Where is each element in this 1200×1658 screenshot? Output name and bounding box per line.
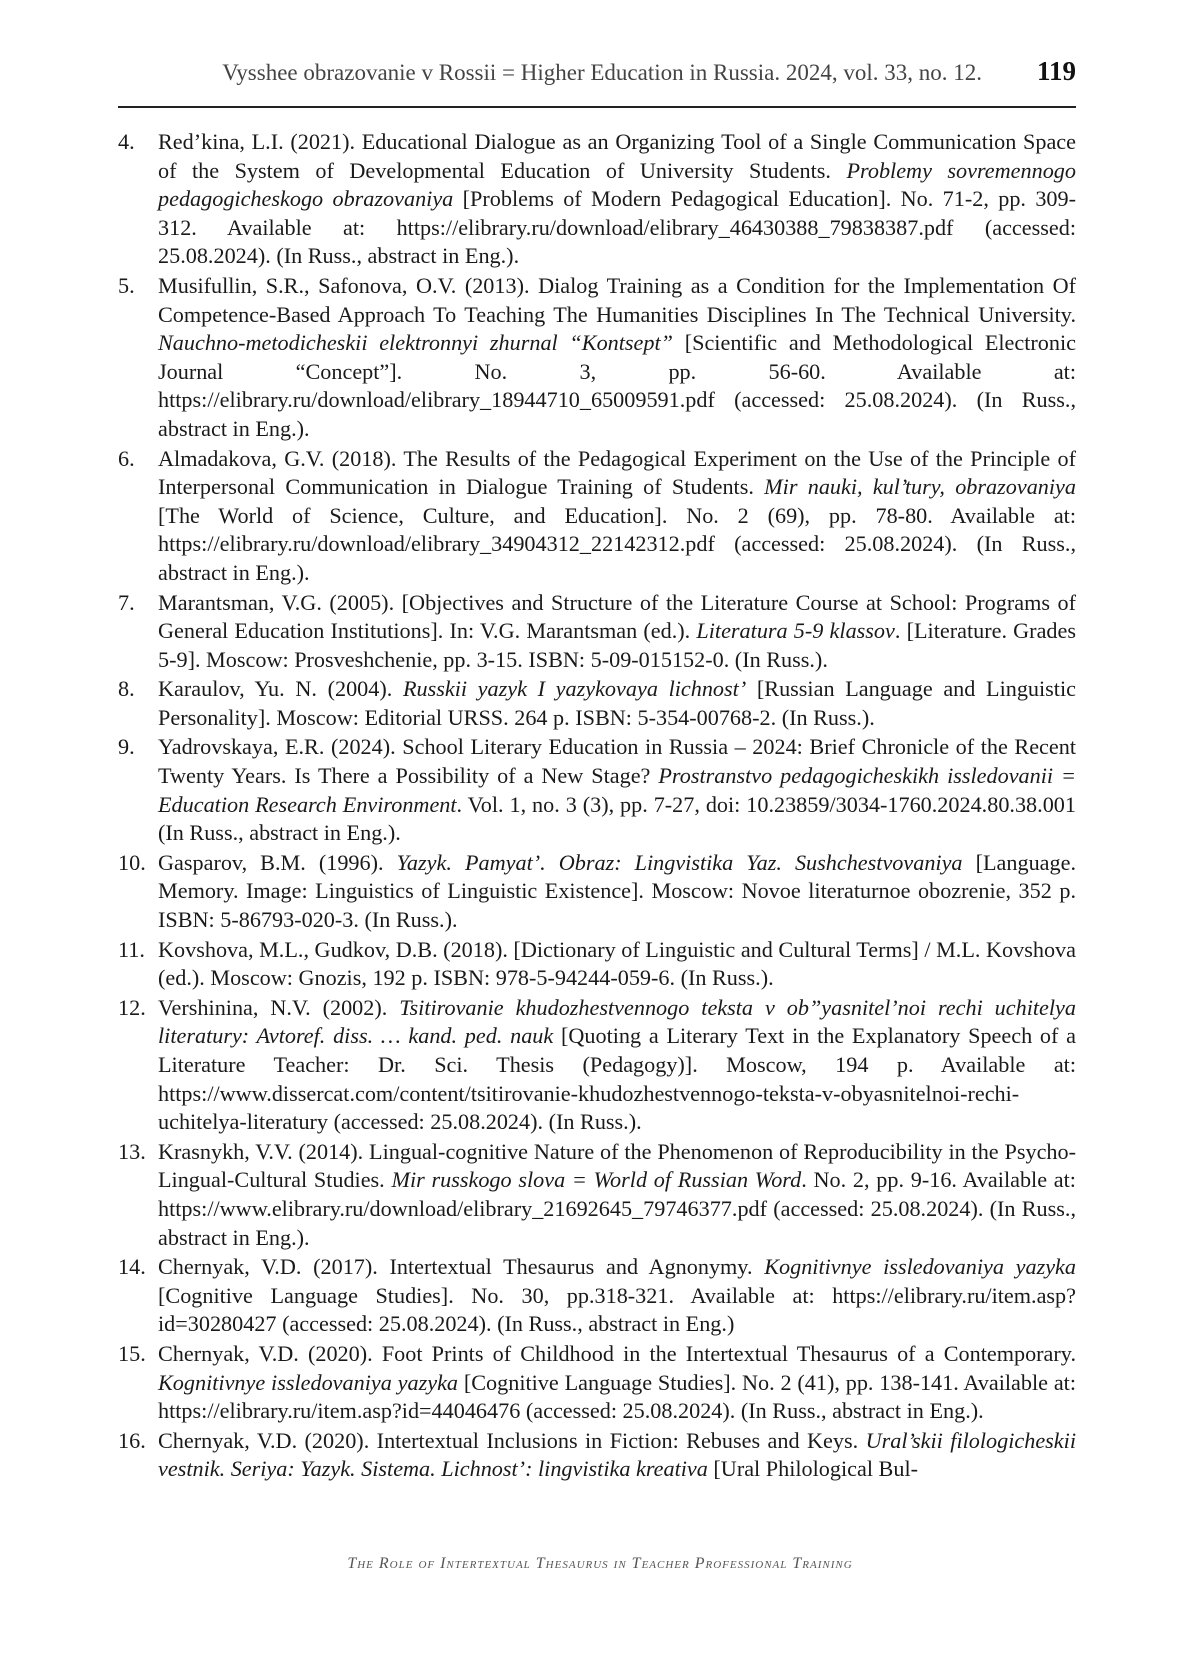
reference-number: 12. — [118, 994, 146, 1020]
running-header — [118, 56, 1076, 108]
reference-source-title: Tsitirovanie khudozhestvennogo teksta v ob”yasnitel’noi rechi uchitelya literatury: Avtoref. diss. … kand. ped. nauk — [158, 994, 1077, 1049]
reference-item — [118, 849, 1076, 935]
reference-item — [118, 589, 1076, 675]
reference-text: Krasnykh, V.V. (2014). Lingual-cognitive Nature of the Phenomenon of Reproducibility in the Psycho-Lingual-Cultural Studies. — [158, 1138, 1076, 1193]
page-number: 119 — [1036, 56, 1076, 86]
reference-source-title: Ural’skii filologicheskii vestnik. Seriya: Yazyk. Sistema. Lichnost’: lingvistika kreativa — [158, 1427, 1076, 1482]
reference-text: [Scientific and Methodological Electronic Journal “Concept”]. No. 3, pp. 56-60. Available at: https://elibrary.ru/download/elibrary_18944710_65009591.pdf (accessed: 25.08.2024). (In Russ., abstract in Eng.). — [158, 330, 1076, 441]
reference-list — [118, 128, 1076, 1485]
reference-number: 14. — [118, 1254, 146, 1280]
reference-text: Kovshova, M.L., Gudkov, D.B. (2018). [Dictionary of Linguistic and Cultural Terms] / M.L. Kovshova (ed.). Moscow: Gnozis, 192 p. ISBN: 978-5-94244-059-6. (In Russ.). — [158, 936, 1076, 991]
reference-number: 16. — [118, 1427, 146, 1453]
reference-item — [118, 936, 1076, 993]
reference-number: 10. — [118, 849, 146, 875]
reference-text: [Quoting a Literary Text in the Explanatory Speech of a Literature Teacher: Dr. Sci. Thesis (Pedagogy)]. Moscow, 194 p. Available at: https://www.dissercat.com/content/tsitirovanie-khudozhestvennogo-teksta-v-obyasnitelnoi-rechi-uchitelya-literatury (accessed: 25.08.2024). (In Russ.). — [158, 1023, 1076, 1135]
reference-text: Karaulov, Yu. N. (2004). — [158, 676, 403, 702]
reference-text: Gasparov, B.M. (1996). — [158, 849, 397, 875]
journal-citation: Vysshee obrazovanie v Rossii = Higher Education in Russia. 2024, vol. 33, no. 12. — [222, 60, 982, 85]
reference-source-title: Yazyk. Pamyat’. Obraz: Lingvistika Yaz. Sushchestvovaniya — [396, 849, 963, 875]
reference-number: 9. — [118, 734, 135, 760]
reference-source-title: Kognitivnye issledovaniya yazyka — [158, 1369, 459, 1395]
reference-item — [118, 445, 1076, 588]
reference-source-title: Mir russkogo slova = World of Russian Word — [391, 1167, 802, 1193]
reference-text: . No. 2, pp. 9-16. Available at: https://www.elibrary.ru/download/elibrary_21692645_79746377.pdf (accessed: 25.08.2024). (In Russ., abstract in Eng.). — [158, 1167, 1076, 1250]
reference-source-title: Kognitivnye issledovaniya yazyka — [764, 1254, 1077, 1280]
reference-text: Vershinina, N.V. (2002). — [158, 994, 400, 1020]
reference-number: 6. — [118, 445, 135, 471]
reference-text: [Problems of Modern Pedagogical Education]. No. 71-2, pp. 309-312. Available at: https://elibrary.ru/download/elibrary_46430388_79838387.pdf (accessed: 25.08.2024). (In Russ., abstract in Eng.). — [158, 186, 1077, 269]
reference-text: Chernyak, V.D. (2017). Intertextual Thesaurus and Agnonymy. — [158, 1254, 765, 1280]
reference-number: 8. — [118, 676, 135, 702]
reference-source-title: Literatura 5-9 klassov — [696, 618, 895, 644]
reference-source-title: Prostranstvo pedagogicheskikh issledovanii = Education Research Environment — [158, 763, 1077, 817]
reference-text: [Language. Memory. Image: Linguistics of Linguistic Existence]. Moscow: Novoe literaturnoe obozrenie, 352 p. ISBN: 5-86793-020-3. (In Russ.). — [158, 849, 1076, 933]
reference-text: . Vol. 1, no. 3 (3), pp. 7-27, doi: 10.23859/3034-1760.2024.80.38.001 (In Russ., abstract in Eng.). — [158, 791, 1076, 846]
reference-number: 5. — [118, 272, 135, 298]
reference-source-title: Russkii yazyk I yazykovaya lichnost’ — [402, 676, 747, 702]
reference-item — [118, 675, 1076, 732]
reference-text: [Cognitive Language Studies]. No. 2 (41), pp. 138-141. Available at: https://elibrary.ru/item.asp?id=44046476 (accessed: 25.08.2024). (In Russ., abstract in Eng.). — [158, 1369, 1076, 1424]
reference-source-title: Problemy sovremennogo pedagogicheskogo obrazovaniya — [158, 157, 1076, 212]
reference-source-title: Mir nauki, kul’tury, obrazovaniya — [764, 474, 1076, 500]
reference-number: 13. — [118, 1138, 146, 1164]
reference-text: [Russian Language and Linguistic Personality]. Moscow: Editorial URSS. 264 p. ISBN: 5-354-00768-2. (In Russ.). — [158, 676, 1076, 730]
reference-text: Marantsman, V.G. (2005). [Objectives and Structure of the Literature Course at School: Programs of General Education Institutions]. In: V.G. Marantsman (ed.). — [158, 589, 1076, 644]
reference-text: Chernyak, V.D. (2020). Foot Prints of Childhood in the Intertextual Thesaurus of a Contemporary. — [158, 1340, 1076, 1366]
reference-source-title: Nauchno-metodicheskii elektronnyi zhurnal “Kontsept” — [158, 330, 674, 356]
reference-text: Musifullin, S.R., Safonova, O.V. (2013). Dialog Training as a Condition for the Implementation Of Competence-Based Approach To Teaching The Humanities Disciplines In The Technical University. — [158, 272, 1076, 327]
reference-text: [Ural Philological Bul- — [707, 1456, 918, 1482]
reference-text: Almadakova, G.V. (2018). The Results of the Pedagogical Experiment on the Use of the Principle of Interpersonal Communication in Dialogue Training of Students. — [158, 445, 1076, 500]
reference-text: Chernyak, V.D. (2020). Intertextual Inclusions in Fiction: Rebuses and Keys. — [158, 1427, 866, 1453]
reference-text: Yadrovskaya, E.R. (2024). School Literary Education in Russia – 2024: Brief Chronicle of the Recent Twenty Years. Is There a Possibility of a New Stage? — [158, 734, 1076, 789]
reference-item — [118, 994, 1076, 1137]
reference-item — [118, 1253, 1076, 1339]
reference-text: [The World of Science, Culture, and Education]. No. 2 (69), pp. 78-80. Available at: https://elibrary.ru/download/elibrary_34904312_22142312.pdf (accessed: 25.08.2024). (In Russ., abstract in Eng.). — [158, 502, 1076, 585]
reference-item — [118, 733, 1076, 847]
reference-item — [118, 272, 1076, 444]
reference-text: . [Literature. Grades 5-9]. Moscow: Prosveshchenie, pp. 3-15. ISBN: 5-09-015152-0. (In Russ.). — [158, 618, 1076, 672]
reference-item — [118, 128, 1076, 271]
running-footer-title: The Role of Intertextual Thesaurus in Teacher Professional Training — [347, 1555, 853, 1572]
reference-number: 4. — [118, 129, 135, 154]
reference-item — [118, 1340, 1076, 1426]
reference-item — [118, 1138, 1076, 1252]
reference-number: 11. — [118, 936, 145, 962]
reference-number: 7. — [118, 589, 135, 615]
reference-text: [Cognitive Language Studies]. No. 30, pp.318-321. Available at: https://elibrary.ru/item.asp?id=30280427 (accessed: 25.08.2024). (In Russ., abstract in Eng.) — [158, 1282, 1076, 1337]
reference-number: 15. — [118, 1340, 146, 1366]
reference-item — [118, 1427, 1076, 1484]
reference-text: Red’kina, L.I. (2021). Educational Dialogue as an Organizing Tool of a Single Communication Space of the System of Developmental Education of University Students. — [158, 129, 1076, 183]
